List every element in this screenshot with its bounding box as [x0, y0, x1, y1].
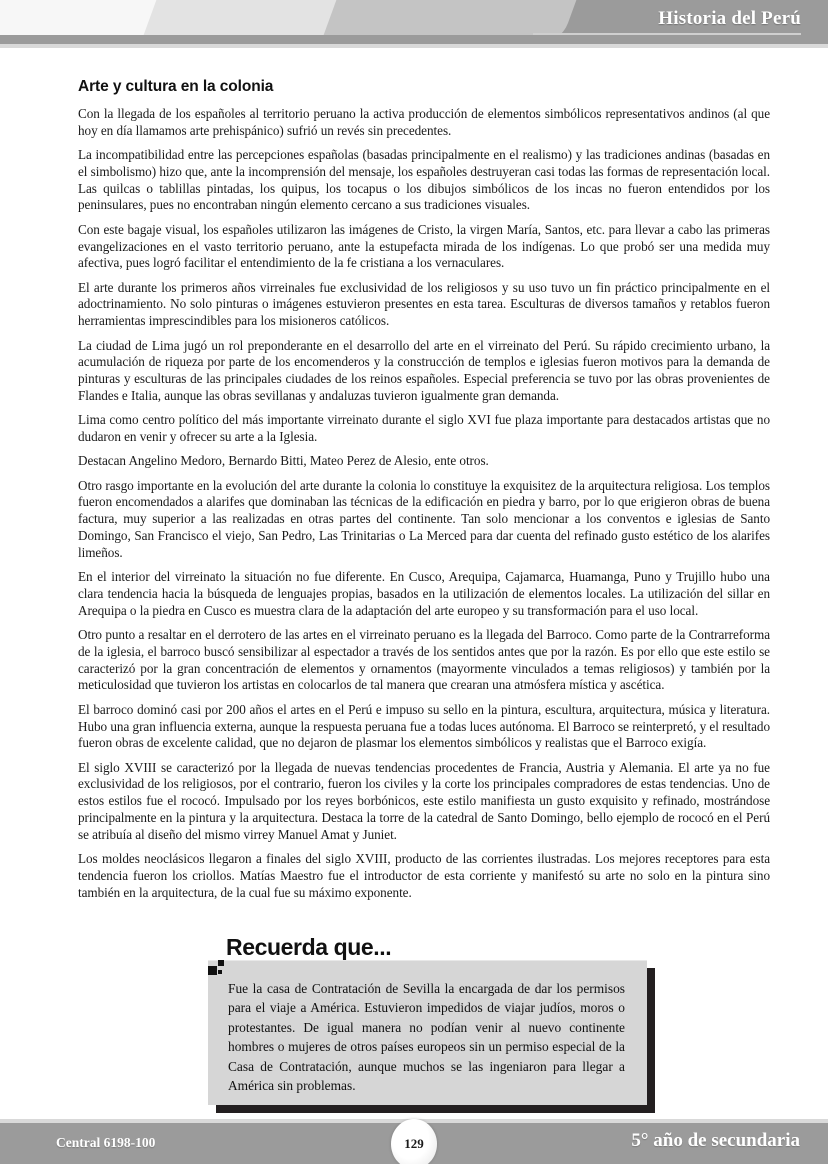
square-large-icon — [208, 966, 217, 975]
paragraph: Otro punto a resaltar en el derrotero de las artes en el virreinato peruano es la llegada del Barroco. Como parte de la Contrarreforma de la iglesia, el barroco buscó sensibilizar al espectador a través de los sentidos antes que por la razón. Es por ello que este estilo se caracterizó por la gran concentración de elementos y ornamentos (mayormente vinculados a temas religiosos) y también por la meticulosidad que tuvieron los artistas en colocarlos de tal manera que crearan una atmósfera mística y ascética. — [78, 627, 770, 693]
paragraph: El arte durante los primeros años virreinales fue exclusividad de los religiosos y su uso tuvo un fin práctico principalmente en el adoctrinamiento. No solo pinturas o imágenes estuvieron presentes en esta tarea. Esculturas de diversos tamaños y retablos fueron herramientas imprescindibles para los misioneros católicos. — [78, 279, 770, 329]
callout-title: Recuerda que... — [226, 934, 392, 960]
page-title: Arte y cultura en la colonia — [78, 78, 274, 95]
footer-bottom-spacer — [0, 1164, 828, 1171]
page-number: 129 — [404, 1136, 424, 1151]
paragraph: Destacan Angelino Medoro, Bernardo Bitti, Mateo Perez de Alesio, ente otros. — [78, 453, 489, 469]
footer-grade-text: 5° año de secundaria — [631, 1130, 800, 1151]
paragraph: Otro rasgo importante en la evolución del arte durante la colonia lo constituye la exquisitez de la arquitectura religiosa. Los templos fueron encomendados a alarifes que dominaban las técnicas de la edificación en piedra y barro, por lo que erigieron obras de buena factura, muy superior a las realizadas en otras partes del continente. Tan solo mencionar a los conventos e iglesias de Santo Domingo, San Francisco el viejo, San Pedro, Las Trinitarias o La Merced para dar cuenta del refinado gusto estético de los alarifes limeños. — [78, 477, 770, 560]
paragraph: La ciudad de Lima jugó un rol preponderante en el desarrollo del arte en el virreinato del Perú. Su rápido crecimiento urbano, la acumulación de riqueza por parte de los encomenderos y la construcción de templos e iglesias fueron motivos para la demanda de pinturas y esculturas de las principales ciudades de los reinos españoles. Especial preferencia se tuvo por las obras provenientes de Flandes e Italia, aunque las obras sevillanas y andaluzas tuvieron igualmente gran demanda. — [78, 337, 770, 403]
paragraph: Con este bagaje visual, los españoles utilizaron las imágenes de Cristo, la virgen María, Santos, etc. para llevar a cabo las primeras evangelizaciones en el vasto territorio peruano, ante la estupefacta mirada de los indígenas. Lo que probó ser una medida muy afectiva, pues logró facilitar el entendimiento de la fe cristiana a los vernaculares. — [78, 221, 770, 271]
header-bottom-rule — [0, 35, 828, 44]
square-medium-icon — [218, 960, 224, 966]
paragraph: Lima como centro político del más importante virreinato durante el siglo XVI fue plaza importante para destacados artistas que no dudaron en venir y ofrecer su arte a la Iglesia. — [78, 412, 770, 445]
article-content — [78, 78, 770, 909]
paragraph: Los moldes neoclásicos llegaron a finales del siglo XVIII, producto de las corrientes ilustradas. Los mejores receptores para esta tendencia fueron los criollos. Matías Maestro fue el introductor de esta corriente y manifestó su arte no solo en la pintura sino también en la arquitectura, de la cual fue su máximo exponente. — [78, 851, 770, 900]
square-small-icon — [218, 970, 222, 974]
paragraph: La incompatibilidad entre las percepciones españolas (basadas principalmente en el realismo) y las tradiciones andinas (basadas en el simbolismo) hizo que, ante la incomprensión del mensaje, los españoles destruyeran casi todas las formas de representación local. Las quilcas o tablillas pintadas, los quipus, los tocapus o los dibujos simbólicos de los incas no fueron entendidos por los peninsulares, pues no encontraban ningún elemento cercano a sus tradiciones visuales. — [78, 147, 770, 213]
paragraph: El barroco dominó casi por 200 años el artes en el Perú e impuso su sello en la pintura, escultura, arquitectura, música y literatura. Hubo una gran influencia externa, aunque la respuesta peruana fue a todas luces autónoma. El Barroco se reinterpretó, y el resultado fueron obras de excelente calidad, que no dejaron de plasmar los elementos simbólicos y realistas que el Barroco exigía. — [78, 701, 770, 751]
header-bottom-shadow — [0, 44, 828, 48]
page-header — [0, 0, 828, 51]
paragraph: Con la llegada de los españoles al territorio peruano la activa producción de elementos simbólicos representativos andinos (al que hoy en día llamamos arte prehispánico) sufrió un revés sin precedentes. — [78, 106, 770, 138]
paragraph: En el interior del virreinato la situación no fue diferente. En Cusco, Arequipa, Cajamarca, Huamanga, Puno y Trujillo hubo una clara tendencia hacia la búsqueda de lenguajes propias, basados en la utilización de elementos locales. La utilización del sillar en Arequipa o la piedra en Cusco es muestra clara de la adaptación del arte europeo y su transformación para el uso local. — [78, 569, 770, 618]
page-number-badge — [391, 1119, 437, 1169]
header-title: Historia del Perú — [658, 8, 801, 29]
callout-text: Fue la casa de Contratación de Sevilla la encargada de dar los permisos para el viaje a América. Estuvieron impedidos de viajar judíos, moros o protestantes. De igual manera no podían venir al nuevo continente hombres o mujeres de otros países europeos sin un permiso especial de la Casa de Contratación, aunque muchos se las ingeniaron para llegar a América sin problemas. — [228, 981, 625, 1094]
paragraph: El siglo XVIII se caracterizó por la llegada de nuevas tendencias procedentes de Francia, Austria y Alemania. El arte ya no fue exclusividad de los religiosos, por el contrario, fueron los civiles y la corte los principales compradores de estas tendencias. Uno de estos estilos fue el rococó. Impulsado por los reyes borbónicos, este estilo manifiesta un gusto exquisito y refinado, mostrándose principalmente en la pintura y la arquitectura. Destaca la torre de la catedral de Santo Domingo, bello ejemplo de rococó en el Perú se atribuía al diseño del mismo virrey Manuel Amat y Juniet. — [78, 759, 770, 842]
callout-body-panel — [208, 960, 647, 1105]
footer-contact-text: Central 6198-100 — [56, 1135, 156, 1150]
page-footer — [0, 1119, 828, 1171]
squares-decoration-icon — [208, 960, 230, 980]
